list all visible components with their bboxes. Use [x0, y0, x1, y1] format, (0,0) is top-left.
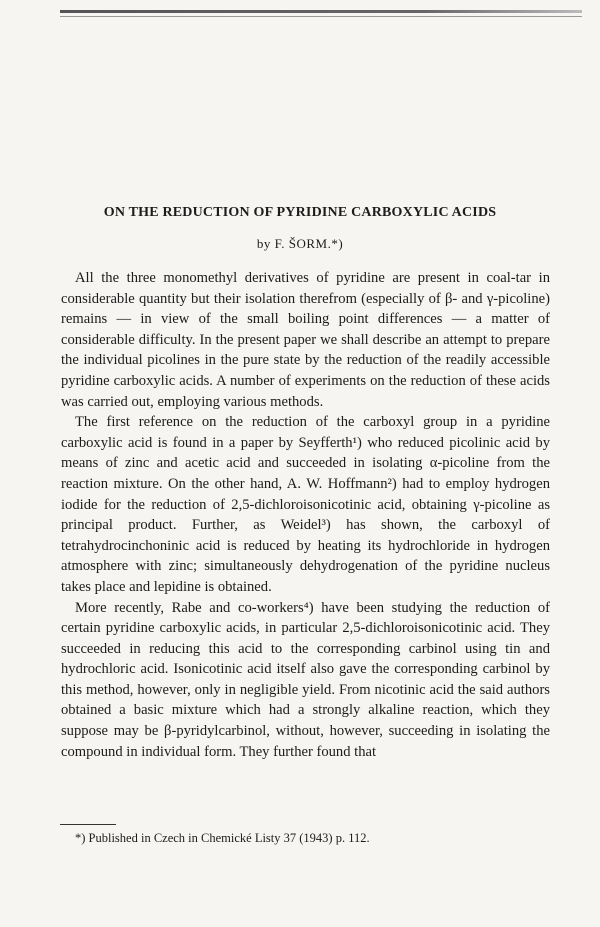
- header-rule-thin: [60, 16, 582, 17]
- footnote-divider: [60, 824, 116, 825]
- paragraph-3: More recently, Rabe and co-workers⁴) have been studying the reduction of certain pyridine carboxylic acids, in particular 2,5-dichloroisonicotinic acid. They succeeded in reducing this acid to the corresponding carbinol using tin and hydrochloric acid. Isonicotinic acid itself also gave the corresponding carbinol by this method, however, only in negligible yield. From nicotinic acid the said authors obtained a basic mixture which had a strongly alkaline reaction, which they suppose may be β-pyridylcarbinol, without, however, succeeding in isolating the compound in individual form. They further found that: [61, 599, 550, 760]
- article-title: ON THE REDUCTION OF PYRIDINE CARBOXYLIC ACIDS: [103, 205, 497, 220]
- paragraph-1: All the three monomethyl derivatives of pyridine are present in coal-tar in considerable quantity but their isolation therefrom (especially of β- and γ-picoline) remains — in view of the small boiling point differences — a matter of considerable difficulty. In the present paper we shall describe an attempt to prepare the individual picolines in the pure state by the reduction of the readily accessible pyridine carboxylic acids. A number of experiments on the reduction of these acids was carried out, employing various methods.: [61, 270, 550, 410]
- paragraph-2: The first reference on the reduction of the carboxyl group in a pyridine carboxylic acid is found in a paper by Seyfferth¹) who reduced picolinic acid by means of zinc and acetic acid and succeeded in isolating α-picoline from the reaction mixture. On the other hand, A. W. Hoffmann²) had to employ hydrogen iodide for the reduction of 2,5-dichloroisonicotinic acid, obtaining γ-picoline as principal product. Further, as Weidel³) has shown, the carboxyl of tetrahydrocinchoninic acid is reduced by heating its hydrochloride in hydrogen atmosphere with zinc; simultaneously dehydrogenation of the pyridine nucleus takes place and lepidine is obtained.: [61, 414, 550, 595]
- footnote: *) Published in Czech in Chemické Listy 37 (1943) p. 112.: [75, 831, 370, 845]
- author-byline: by F. ŠORM.*): [256, 236, 344, 251]
- header-rule: [60, 10, 582, 13]
- article-body: [61, 268, 550, 762]
